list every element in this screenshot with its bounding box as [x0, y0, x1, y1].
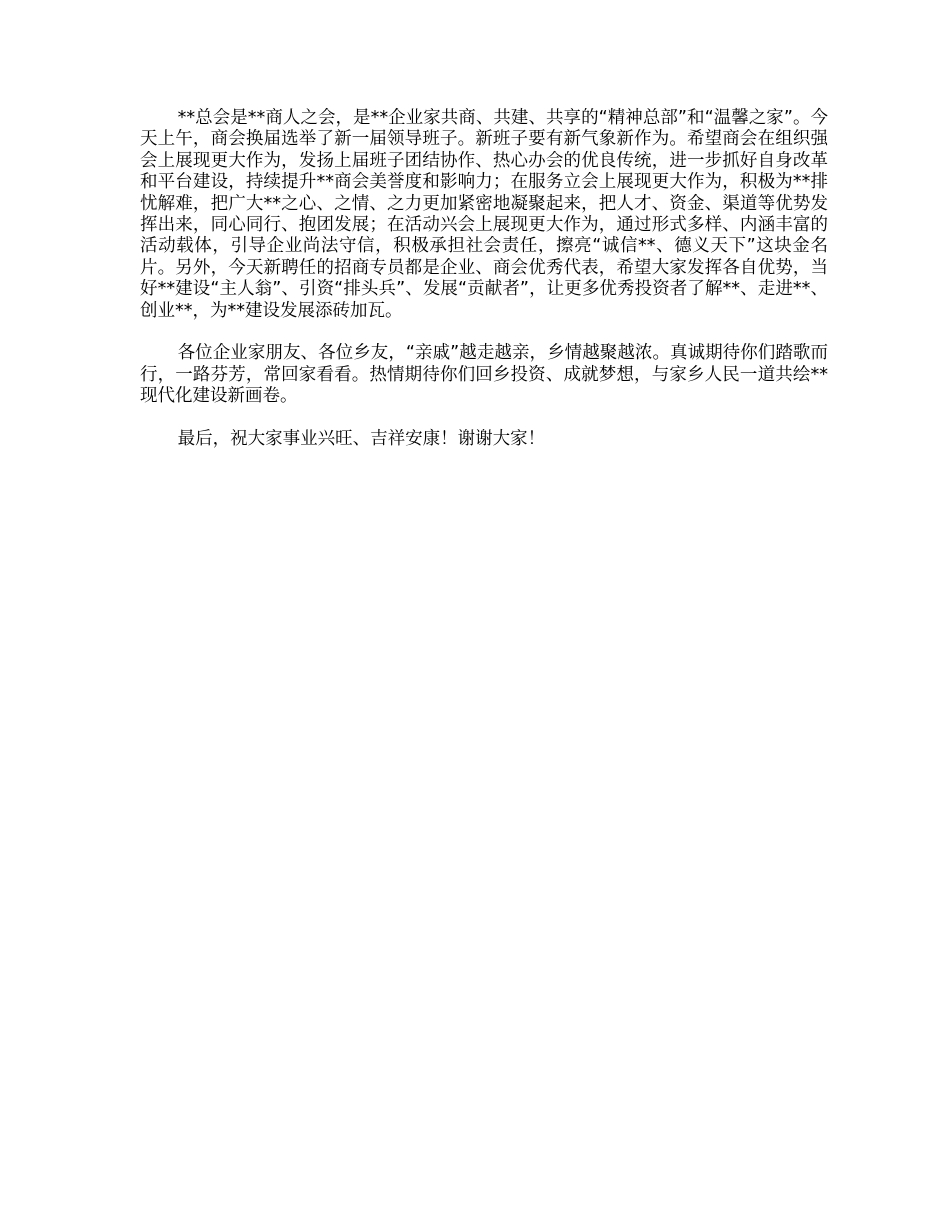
paragraph-3: 最后，祝大家事业兴旺、吉祥安康！谢谢大家！ [177, 429, 546, 450]
document-body [140, 108, 828, 472]
paragraph-2: 各位企业家朋友、各位乡友，“亲戚”越走越亲，乡情越聚越浓。真诚期待你们踏歌而行，一路芬芳，常回家看看。热情期待你们回乡投资、成就梦想，与家乡人民一道共绘**现代化建设新画卷。 [140, 343, 828, 407]
paragraph-1: **总会是**商人之会，是**企业家共商、共建、共享的“精神总部”和“温馨之家”。今天上午，商会换届选举了新一届领导班子。新班子要有新气象新作为。希望商会在组织强会上展现更大作为，发扬上届班子团结协作、热心办会的优良传统，进一步抓好自身改革和平台建设，持续提升**商会美誉度和影响力；在服务立会上展现更大作为，积极为**排忧解难，把广大**之心、之情、之力更加紧密地凝聚起来，把人才、资金、渠道等优势发挥出来，同心同行、抱团发展；在活动兴会上展现更大作为，通过形式多样、内涵丰富的活动载体，引导企业尚法守信，积极承担社会责任，擦亮“诚信**、德义天下”这块金名片。另外，今天新聘任的招商专员都是企业、商会优秀代表，希望大家发挥各自优势，当好**建设“主人翁”、引资“排头兵”、发展“贡献者”，让更多优秀投资者了解**、走进**、创业**，为**建设发展添砖加瓦。 [140, 108, 828, 321]
